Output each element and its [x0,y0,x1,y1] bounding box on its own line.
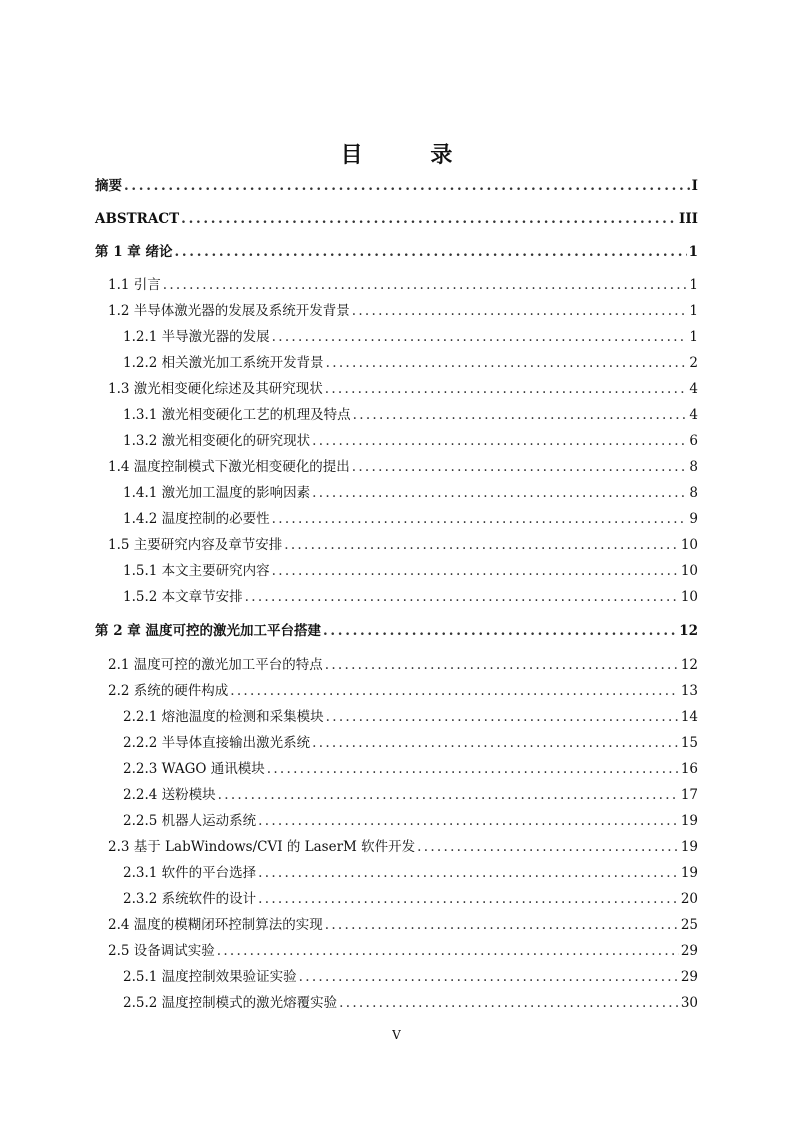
toc-entry[interactable] [95,941,698,961]
toc-entry-page: 8 [689,459,698,475]
toc-entry-text: 1.2.2 相关激光加工系统开发背景 [123,355,324,371]
page-number-footer: V [392,1028,401,1042]
dot-leader [312,431,687,451]
toc-entry-text: 2.2.5 机器人运动系统 [123,813,257,829]
dot-leader [326,707,679,727]
toc-entry[interactable] [95,431,698,451]
dot-leader [258,889,679,909]
toc-entry-text: 1.5.2 本文章节安排 [123,589,243,605]
toc-entry-text: 1.2.1 半导激光器的发展 [123,329,270,345]
toc-entry[interactable] [95,561,698,581]
page-title: 目 录 [340,142,483,168]
toc-entry-text: 1.5 主要研究内容及章节安排 [108,537,283,553]
toc-entry-page: 19 [680,813,698,829]
toc-entry[interactable] [95,483,698,503]
toc-entry-page: 29 [680,943,698,959]
toc-entry[interactable] [95,379,698,399]
dot-leader [312,483,687,503]
toc-entry[interactable] [95,759,698,779]
toc-entry-page: III [679,211,698,227]
dot-leader [230,681,679,701]
dot-leader [325,915,679,935]
toc-entry-text: 第 2 章 温度可控的激光加工平台搭建 [95,623,321,639]
toc-entry-page: 10 [680,537,698,553]
dot-leader [284,535,679,555]
toc-entry[interactable] [95,209,698,229]
toc-entry-text: 摘要 [95,178,122,194]
toc-entry-page: 12 [679,623,698,639]
toc-entry-page: 1 [689,303,698,319]
toc-entry-text: 2.3 基于 LabWindows/CVI 的 LaserM 软件开发 [108,839,416,855]
toc-entry-text: 2.2.3 WAGO 通讯模块 [123,761,265,777]
toc-entry[interactable] [95,993,698,1013]
dot-leader [353,405,688,425]
dot-leader [417,837,679,857]
toc-entry[interactable] [95,733,698,753]
dot-leader [217,941,679,961]
toc-entry-page: 15 [680,735,698,751]
toc-entry-page: 8 [689,485,698,501]
toc-entry-page: 10 [680,563,698,579]
dot-leader [163,275,688,295]
toc-entry-page: 1 [689,277,698,293]
toc-entry-page: 4 [689,381,698,397]
dot-leader [272,561,679,581]
dot-leader [245,587,679,607]
toc-entry-text: 2.5.1 温度控制效果验证实验 [123,969,297,985]
dot-leader [339,993,679,1013]
toc-entry-page: 29 [680,969,698,985]
toc-entry-page: I [691,178,698,194]
dot-leader [326,353,688,373]
toc-entry-text: 2.2.4 送粉模块 [123,787,216,803]
toc-entry[interactable] [95,587,698,607]
toc-entry-page: 19 [680,839,698,855]
dot-leader [325,379,688,399]
toc-entry[interactable] [95,837,698,857]
toc-entry-text: 2.3.1 软件的平台选择 [123,865,257,881]
dot-leader [124,176,690,196]
dot-leader [272,509,688,529]
toc-entry-text: 1.4.2 温度控制的必要性 [123,511,270,527]
toc-entry-page: 17 [680,787,698,803]
toc-entry[interactable] [95,242,698,262]
toc-entry-page: 16 [680,761,698,777]
toc-entry[interactable] [95,621,698,641]
toc-entry-page: 14 [680,709,698,725]
dot-leader [325,655,679,675]
toc-entry-page: 1 [689,329,698,345]
toc-entry[interactable] [95,457,698,477]
toc-entry[interactable] [95,915,698,935]
toc-entry-text: 1.4.1 激光加工温度的影响因素 [123,485,311,501]
toc-entry-text: 2.2.1 熔池温度的检测和采集模块 [123,709,324,725]
dot-leader [299,967,679,987]
toc-entry-text: 2.4 温度的模糊闭环控制算法的实现 [108,917,323,933]
toc-entry[interactable] [95,509,698,529]
toc-entry-text: 2.5.2 温度控制模式的激光熔覆实验 [123,995,338,1011]
dot-leader [352,457,688,477]
toc-entry-text: ABSTRACT [95,211,180,227]
dot-leader [181,209,677,229]
toc-entry-page: 1 [688,244,698,260]
toc-entry[interactable] [95,535,698,555]
toc-entry-page: 13 [680,683,698,699]
toc-entry[interactable] [95,967,698,987]
toc-entry[interactable] [95,889,698,909]
toc-entry[interactable] [95,655,698,675]
toc-entry-page: 12 [680,657,698,673]
toc-entry-page: 19 [680,865,698,881]
toc-entry[interactable] [95,811,698,831]
dot-leader [258,863,679,883]
dot-leader [272,327,688,347]
toc-entry-page: 2 [689,355,698,371]
toc-entry-text: 2.1 温度可控的激光加工平台的特点 [108,657,323,673]
toc-entry[interactable] [95,176,698,196]
dot-leader [258,811,679,831]
toc-entry-text: 1.3.1 激光相变硬化工艺的机理及特点 [123,407,351,423]
toc-entry-text: 2.2.2 半导体直接输出激光系统 [123,735,311,751]
toc-entry-text: 第 1 章 绪论 [95,244,173,260]
toc-entry[interactable] [95,275,698,295]
toc-entry[interactable] [95,785,698,805]
toc-entry-page: 25 [680,917,698,933]
toc-entry-page: 10 [680,589,698,605]
toc-entry[interactable] [95,327,698,347]
toc-entry-text: 2.3.2 系统软件的设计 [123,891,257,907]
toc-entry-text: 1.2 半导体激光器的发展及系统开发背景 [108,303,350,319]
toc-entry[interactable] [95,863,698,883]
toc-entry[interactable] [95,301,698,321]
toc-entry[interactable] [95,353,698,373]
toc-entry-text: 2.2 系统的硬件构成 [108,683,229,699]
toc-entry-text: 1.3 激光相变硬化综述及其研究现状 [108,381,323,397]
toc-entry-text: 1.1 引言 [108,277,161,293]
dot-leader [175,242,687,262]
toc-entry[interactable] [95,405,698,425]
toc-entry[interactable] [95,707,698,727]
dot-leader [312,733,679,753]
toc-entry-page: 6 [689,433,698,449]
toc-entry-text: 1.3.2 激光相变硬化的研究现状 [123,433,311,449]
toc-entry-text: 2.5 设备调试实验 [108,943,215,959]
toc-entry-text: 1.4 温度控制模式下激光相变硬化的提出 [108,459,350,475]
dot-leader [352,301,688,321]
toc-entry-page: 4 [689,407,698,423]
toc-entry-text: 1.5.1 本文主要研究内容 [123,563,270,579]
toc-entry-page: 9 [689,511,698,527]
toc-entry[interactable] [95,681,698,701]
toc-entry-page: 30 [680,995,698,1011]
dot-leader [323,621,677,641]
toc-entry-page: 20 [680,891,698,907]
dot-leader [267,759,679,779]
dot-leader [218,785,679,805]
